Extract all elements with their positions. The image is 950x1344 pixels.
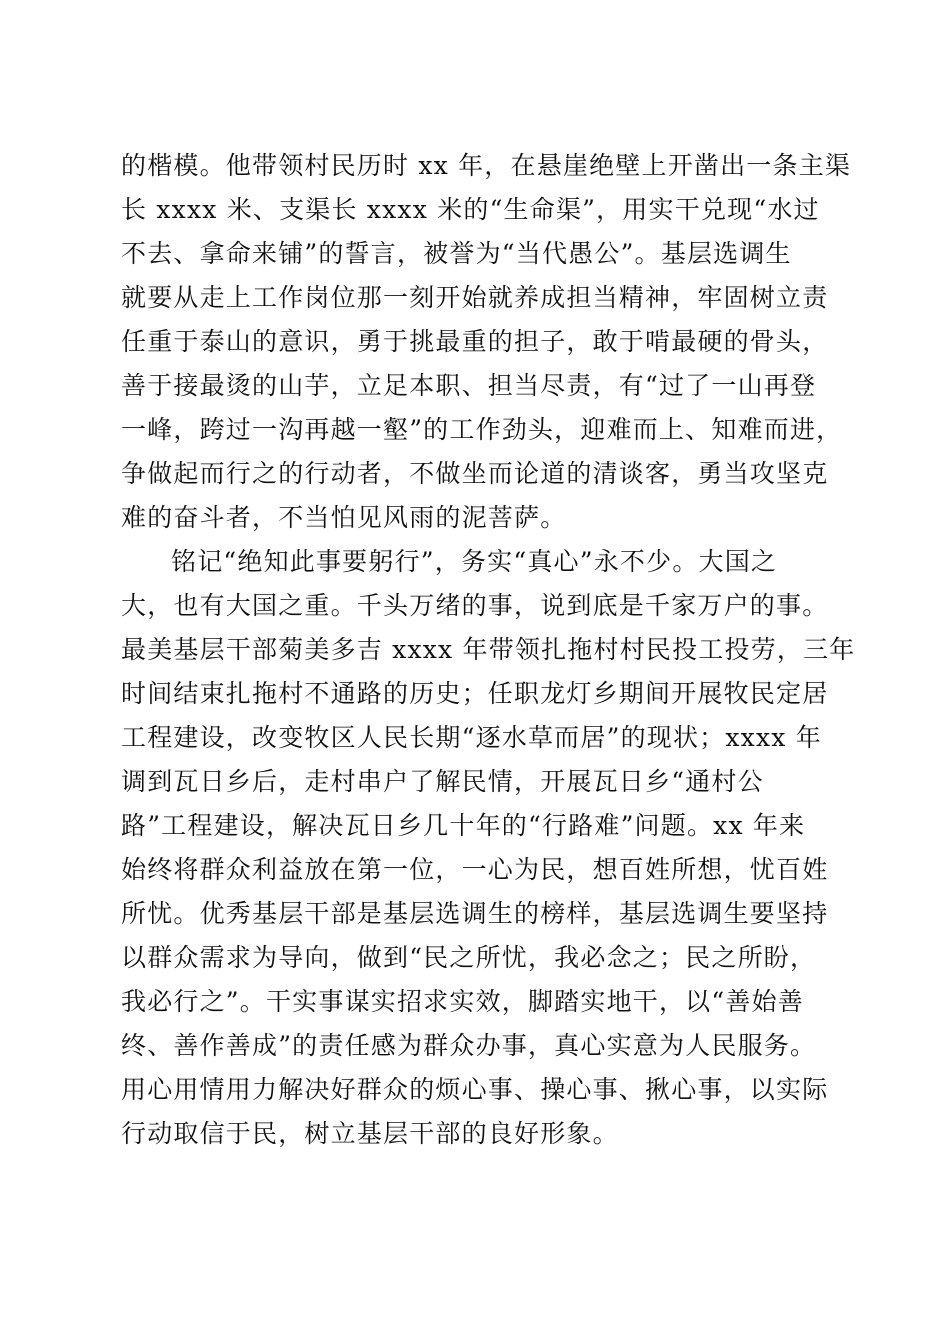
paragraph-line: 最美基层干部菊美多吉 xxxx 年带领扎拖村村民投工投劳，三年 <box>121 635 856 664</box>
paragraph-line: 大，也有大国之重。千头万绪的事，说到底是千家万户的事。 <box>121 591 829 620</box>
paragraph-line: 行动取信于民，树立基层干部的良好形象。 <box>121 1119 619 1148</box>
paragraph-line: 调到瓦日乡后，走村串户了解民情，开展瓦日乡“通村公 <box>121 767 764 796</box>
document-body <box>121 144 856 1156</box>
paragraph-line: 的楷模。他带领村民历时 xx 年，在悬崖绝壁上开凿出一条主渠 <box>121 151 852 180</box>
paragraph-line: 铭记“绝知此事要躬行”，务实“真心”永不少。大国之 <box>171 547 778 576</box>
paragraph-line: 争做起而行之的行动者，不做坐而论道的清谈客，勇当攻坚克 <box>121 459 829 488</box>
paragraph-line: 我必行之”。干实事谋实招求实效，脚踏实地干，以“善始善 <box>121 987 804 1016</box>
paragraph-line: 工程建设，改变牧区人民长期“逐水草而居”的现状；xxxx 年 <box>121 723 822 752</box>
paragraph-line: 一峰，跨过一沟再越一壑”的工作劲头，迎难而上、知难而进， <box>121 415 843 444</box>
paragraph-line: 以群众需求为导向，做到“民之所忧，我必念之；民之所盼， <box>121 943 817 972</box>
paragraph-line: 任重于泰山的意识，勇于挑最重的担子，敢于啃最硬的骨头， <box>121 327 829 356</box>
paragraph-1 <box>121 144 852 540</box>
paragraph-line: 善于接最烫的山芋，立足本职、担当尽责，有“过了一山再登 <box>121 371 817 400</box>
paragraph-2 <box>121 540 856 1156</box>
paragraph-line: 用心用情用力解决好群众的烦心事、操心事、揪心事，以实际 <box>121 1075 829 1104</box>
paragraph-line: 始终将群众利益放在第一位，一心为民，想百姓所想，忧百姓 <box>121 855 829 884</box>
paragraph-line: 不去、拿命来铺”的誓言，被誉为“当代愚公”。基层选调生 <box>121 239 792 268</box>
paragraph-line: 路”工程建设，解决瓦日乡几十年的“行路难”问题。xx 年来 <box>121 811 806 840</box>
paragraph-line: 长 xxxx 米、支渠长 xxxx 米的“生命渠”，用实干兑现“水过 <box>121 195 820 224</box>
paragraph-line: 终、善作善成”的责任感为群众办事，真心实意为人民服务。 <box>121 1031 817 1060</box>
paragraph-line: 时间结束扎拖村不通路的历史；任职龙灯乡期间开展牧民定居 <box>121 679 829 708</box>
paragraph-line: 难的奋斗者，不当怕见风雨的泥菩萨。 <box>121 503 567 532</box>
paragraph-line: 就要从走上工作岗位那一刻开始就养成担当精神，牢固树立责 <box>121 283 829 312</box>
paragraph-line: 所忧。优秀基层干部是基层选调生的榜样，基层选调生要坚持 <box>121 899 829 928</box>
